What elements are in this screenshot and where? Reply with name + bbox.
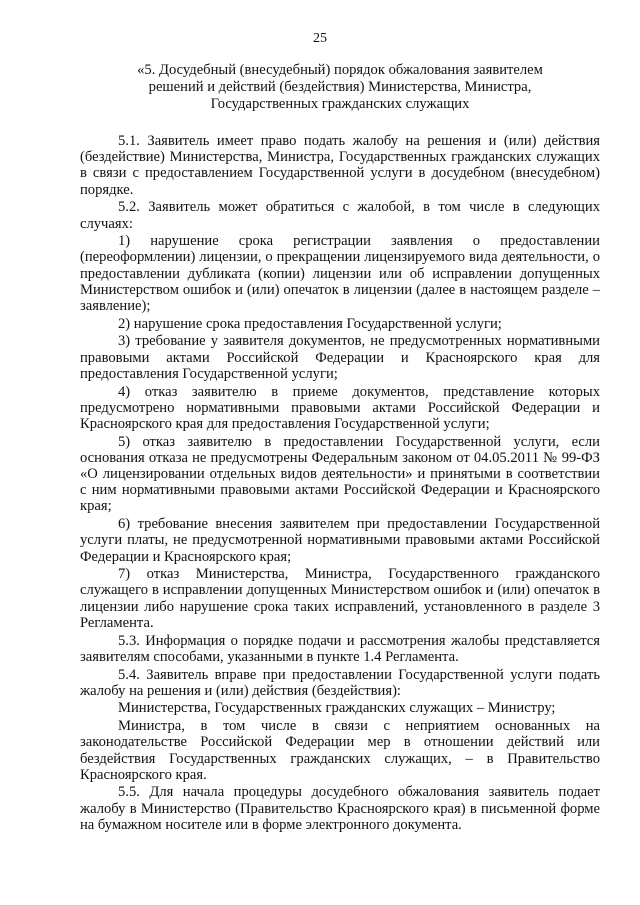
list-item-2: 2) нарушение срока предоставления Государственной услуги; bbox=[118, 315, 502, 332]
list-item-4: 4) отказ заявителю в приеме документов, представление которых предусмотрено нормативными правовыми актами Российской Федерации и Красноярского края для предоставления Государственной услуги; bbox=[80, 383, 600, 432]
section-heading bbox=[80, 62, 600, 113]
section-heading-line-3: Государственных гражданских служащих bbox=[210, 96, 470, 112]
paragraph-5-3: 5.3. Информация о порядке подачи и рассмотрения жалобы представляется заявителям способами, указанными в пункте 1.4 Регламента. bbox=[80, 632, 600, 665]
section-heading-line-2: решений и действий (бездействия) Министерства, Министра, bbox=[148, 79, 532, 95]
section-body bbox=[80, 133, 600, 835]
page-number: 25 bbox=[313, 31, 327, 46]
list-item-3: 3) требование у заявителя документов, не предусмотренных нормативными правовыми актами Российской Федерации и Красноярского края для предоставления Государственной услуги; bbox=[80, 333, 600, 382]
paragraph-5-4-item-1: Министерства, Государственных гражданских служащих – Министру; bbox=[118, 700, 556, 717]
paragraph-5-5: 5.5. Для начала процедуры досудебного обжалования заявитель подает жалобу в Министерство (Правительство Красноярского края) в письменной форме на бумажном носителе или в форме электронного документа. bbox=[80, 784, 600, 833]
section-heading-line-1: «5. Досудебный (внесудебный) порядок обжалования заявителем bbox=[137, 62, 543, 78]
list-item-1: 1) нарушение срока регистрации заявления о предоставлении (переоформлении) лицензии, о прекращении лицензируемого вида деятельности, о предоставлении дубликата (копии) лицензии или об исправлении допущенных Министерством ошибок и (или) опечаток в лицензии (далее в настоящем разделе – заявление); bbox=[80, 233, 600, 315]
paragraph-5-1: 5.1. Заявитель имеет право подать жалобу на решения и (или) действия (бездействие) Министерства, Министра, Государственных гражданских служащих в связи с предоставлением Государственной услуги в досудебном (внесудебном) порядке. bbox=[80, 133, 600, 198]
list-item-6: 6) требование внесения заявителем при предоставлении Государственной услуги платы, не предусмотренной нормативными правовыми актами Российской Федерации и Красноярского края; bbox=[80, 516, 600, 565]
paragraph-5-4: 5.4. Заявитель вправе при предоставлении Государственной услуги подать жалобу на решения и (или) действия (бездействия): bbox=[80, 666, 600, 699]
list-item-5: 5) отказ заявителю в предоставлении Государственной услуги, если основания отказа не предусмотрены Федеральным законом от 04.05.2011 № 99-ФЗ «О лицензировании отдельных видов деятельности» и принятыми в соответствии с ним нормативными правовыми актами Российской Федерации и Красноярского края; bbox=[80, 433, 600, 515]
paragraph-5-2: 5.2. Заявитель может обратиться с жалобой, в том числе в следующих случаях: bbox=[80, 199, 600, 232]
list-item-7: 7) отказ Министерства, Министра, Государственного гражданского служащего в исправлении допущенных Министерством ошибок и (или) опечаток в лицензии либо нарушение срока таких исправлений, установленного в разделе 3 Регламента. bbox=[80, 566, 600, 631]
paragraph-5-4-item-2: Министра, в том числе в связи с неприятием основанных на законодательстве Российской Федерации мер в отношении действий или бездействия Государственных гражданских служащих, – в Правительство Красноярского края. bbox=[80, 718, 600, 783]
